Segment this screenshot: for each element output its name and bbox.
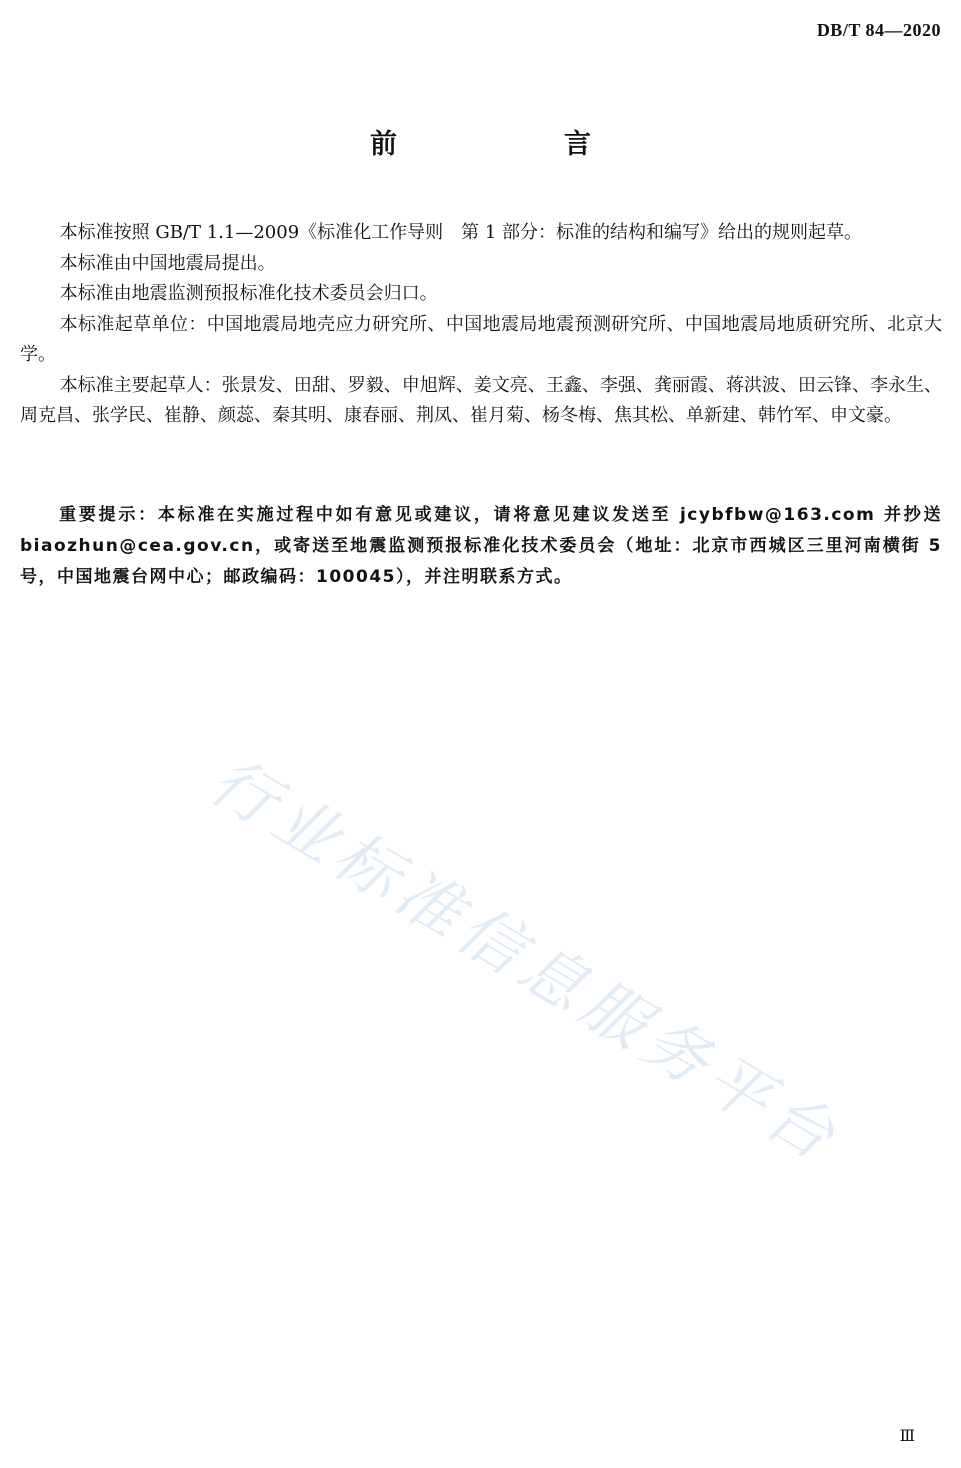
watermark: 行业标准信息服务平台 [197,744,853,1179]
paragraph-drafting-units: 本标准起草单位：中国地震局地壳应力研究所、中国地震局地震预测研究所、中国地震局地质研究所、北京大学。 [20,313,942,365]
notice-text: 重要提示：本标准在实施过程中如有意见或建议，请将意见建议发送至 jcybfbw@163.com 并抄送 biaozhun@cea.gov.cn，或寄送至地震监测预报标准化技术委员会（地址：北京市西城区三里河南横街 5 号，中国地震台网中心；邮政编码：100045），并注明联系方式。 [20,505,942,587]
paragraph-centralized: 本标准由地震监测预报标准化技术委员会归口。 [59,283,438,304]
important-notice [20,500,942,593]
paragraph-drafting-rules: 本标准按照 GB/T 1.1—2009《标准化工作导则 第 1 部分：标准的结构和编写》给出的规则起草。 [59,222,863,243]
page-number: Ⅲ [899,1428,915,1445]
paragraph-proposer: 本标准由中国地震局提出。 [59,252,276,274]
standard-number: DB/T 84—2020 [816,20,941,40]
foreword-body [20,218,942,432]
paragraph-drafters: 本标准主要起草人：张景发、田甜、罗毅、申旭辉、姜文亮、王鑫、李强、龚丽霞、蒋洪波、田云锋、李永生、周克昌、张学民、崔静、颜蕊、秦其明、康春丽、荆凤、崔月菊、杨冬梅、焦其松、单新建、韩竹军、申文豪。 [20,374,942,426]
page-title: 前 言 [370,129,661,160]
